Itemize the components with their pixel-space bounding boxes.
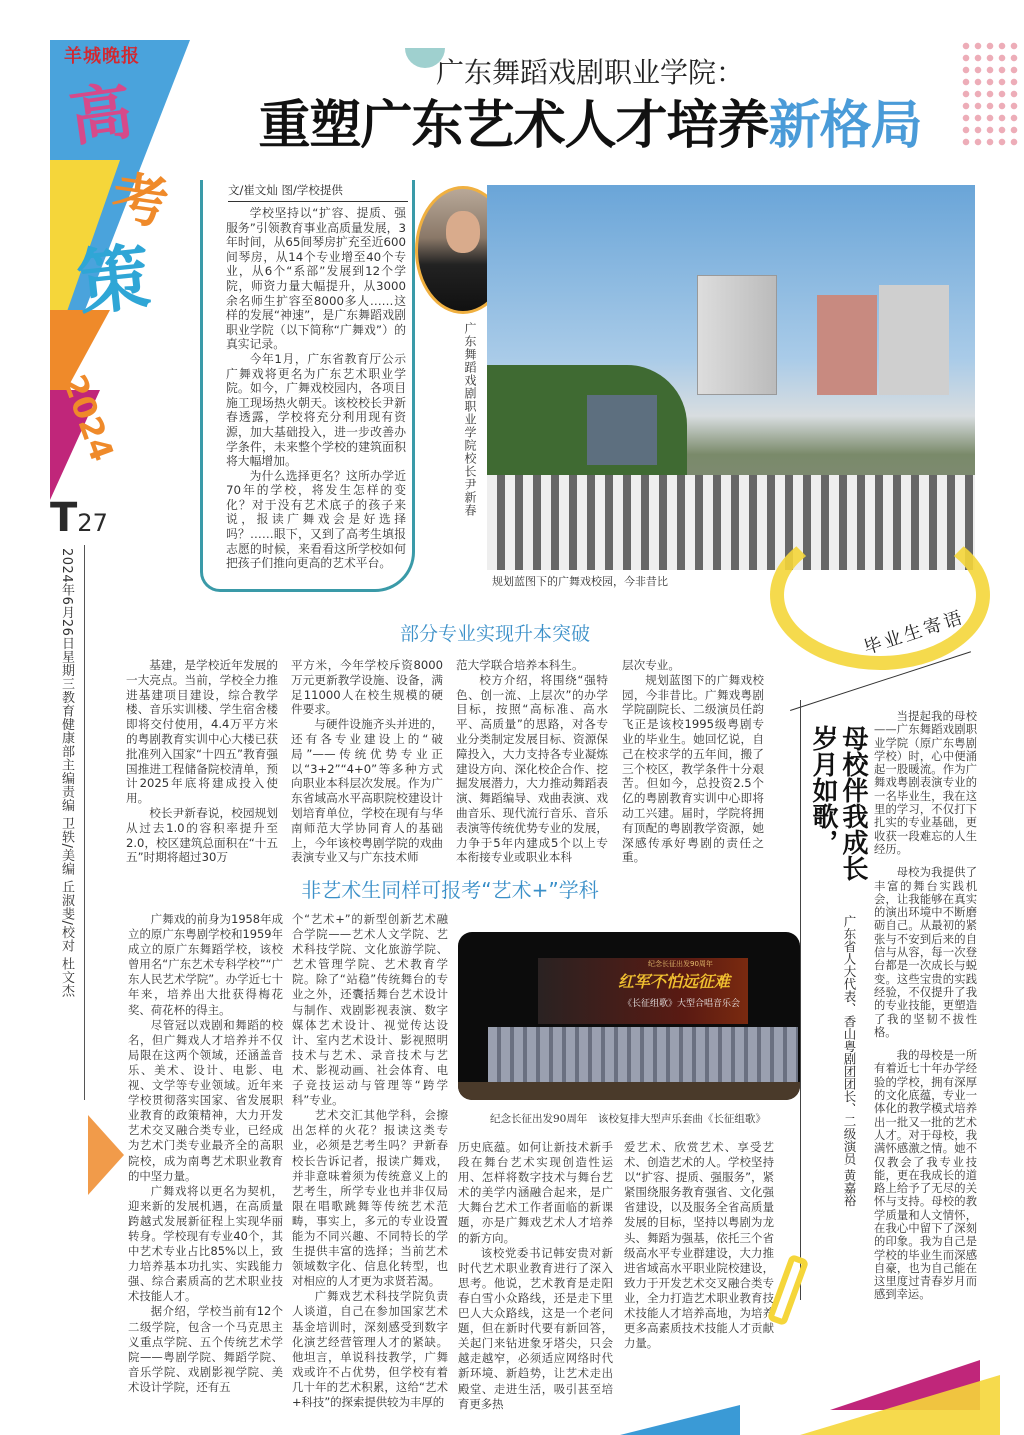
paragraph: 基建，是学校近年发展的一大亮点。当前，学校全力推进基建项目建设，综合教学楼、音乐实训楼、学生宿舍楼即将交付使用，4.4万平方米的粤剧教育实训中心大楼已获批准列入国家“十四五”教育强国推进工程储备院校清单，预计2025年底将建成投入使用。: [126, 658, 278, 806]
paragraph: 爱艺术、欣赏艺术、享受艺术、创造艺术的人。学校坚持以“扩容、提质、强服务”，紧紧围绕服务教育强省、文化强省建设，以及服务全省高质量发展的目标，坚持以粤剧为龙头、舞蹈为强基，依托三个省级高水平专业群建设，大力推进省域高水平职业院校建设，致力于开发艺术交叉融合类专业，全力打造艺术职业教育技术技能人才培养高地，为培养更多高素质技术技能人才贡献力量。: [624, 1140, 774, 1351]
concert-banner-top: 纪念长征出发90周年: [648, 960, 713, 968]
graduate-title: [808, 725, 868, 907]
concert-banner-sub: 《长征组歌》大型合唱音乐会: [623, 999, 741, 1009]
paragraph: 层次专业。: [622, 658, 680, 672]
paragraph: 个“艺术+”的新型创新艺术融合学院——艺术人文学院、艺术科技学院、文化旅游学院、艺术管理学院、艺术教育学院。除了“站稳”传统舞台的专业之外，还囊括舞台艺术设计与制作、戏剧影视表演、数字媒体艺术设计、视觉传达设计、室内艺术设计、影视照明技术与艺术、录音技术与艺术、影视动画、社会体育、电子竞技运动与管理等“跨学科”专业。: [292, 912, 448, 1108]
column-year: 2024: [55, 369, 122, 467]
intro-paragraph: 今年1月，广东省教育厅公示广舞戏将更名为广东艺术职业学院。如今，广舞戏校园内，各项目施工现场热火朝天。该校校长尹新春透露，学校将充分利用现有资源，加大基础投入，进一步改善办学条件，未来整个学校的建筑面积将大幅增加。: [226, 351, 406, 469]
page-letter: T: [50, 495, 78, 541]
campus-photo: [487, 185, 975, 570]
paragraph: 当提起我的母校——广东舞蹈戏剧职业学院（原广东粤剧学校）时，心中便涌起一股暖流。作为广舞戏粤剧表演专业的一名毕业生，我在这里的学习，不仅打下扎实的专业基础，更收获一段难忘的人生经历。: [874, 710, 977, 856]
sidebar-rule: [84, 545, 85, 1100]
byline: 文/崔文灿 图/学校提供: [228, 183, 408, 202]
paragraph: 母校为我提供了丰富的舞台实践机会，让我能够在真实的演出环境中不断磨砺自己。从最初的紧张与不安到后来的自信与从容，每一次登台都是一次成长与蜕变。这些宝贵的实践经验，不仅提升了我的专业技能，更塑造了我的坚韧不拔性格。: [874, 866, 977, 1039]
column-char-3: 策: [73, 233, 155, 326]
paragraph: 校长尹新春说，校园规划从过去1.0的容积率提升至2.0，校区建筑总面积在“十五五”时期将超过30万: [126, 805, 278, 865]
column-char-1: 高: [65, 74, 137, 155]
newspaper-logo: 羊城晚报: [64, 46, 140, 67]
decor-orange-triangle: [88, 1115, 124, 1195]
campus-caption: 规划蓝图下的广舞戏校园，今非昔比: [492, 575, 668, 588]
section2-col-2: [292, 912, 448, 1410]
paragraph: 校方介绍，将围绕“强特色、创一流、上层次”的办学目标，按照“高标准、高水平、高质量”的思路，对各专业分类制定发展目标、资源保障投入，大力支持各专业凝炼建设方向、深化校企合作、挖掘发展潜力，大力推动舞蹈表演、舞蹈编导、戏曲表演、戏曲音乐、现代流行音乐、音乐表演等传统优势专业的发展，力争于5年内建成5个以上专本衔接专业或职业本科: [456, 672, 608, 865]
choir: [488, 1027, 798, 1087]
intro-text: [226, 206, 406, 571]
paragraph: 我的母校是一所有着近七十年办学经验的学校，拥有深厚的文化底蕴，专业一体化的教学模式培养出一批又一批的艺术人才。对于母校，我满怀感激之情。她不仅教会了我专业技能，更在我成长的道路上给予了无尽的关怀与支持。母校的教学质量和人文情怀，在我心中留下了深刻的印象。我为自己是学校的毕业生而深感自豪，也为自己能在这里度过青春岁月而感到幸运。: [874, 1049, 977, 1302]
intro-paragraph: 为什么选择更名？这所办学近70年的学校，将发生怎样的变化？对于没有艺术底子的孩子来说，报读广舞戏会是好选择吗？……眼下，又到了高考生填报志愿的时候，来看看这所学校如何把孩子们推向更高的艺术平台。: [226, 468, 406, 571]
column-banner: [50, 40, 190, 500]
section1-heading: 部分专业实现升本突破: [399, 623, 590, 645]
paragraph: 规划蓝图下的广舞戏校园，今非昔比。广舞戏粤剧学院副院长、二级演员任韵飞正是该校1995级粤剧专业的毕业生。她回忆说，自己在校求学的五年间，搬了三个校区，教学条件十分艰苦。但如今，总投资2.5个亿的粤剧教育实训中心即将动工兴建。届时，学院将拥有顶配的粤剧教学资源，她深感传承好粤剧的责任之重。: [622, 672, 764, 865]
page-credit: 2024年6月26日星期三教育健康部主编责编 卫轶/美编 丘淑斐/校对 杜文杰: [59, 548, 74, 998]
headline-title: [215, 96, 965, 156]
paragraph: 据介绍，学校当前有12个二级学院，包含一个马克思主义重点学院、五个传统艺术学院——粤剧学院、舞蹈学院、音乐学院、戏剧影视学院、美术设计学院，还有五: [128, 1304, 283, 1394]
decor-teal-triangle: [620, 1405, 740, 1435]
graduate-attribution: 广东省人大代表、香山粤剧团团长、二级演员 黄嘉裕: [842, 915, 857, 1207]
headline-accent: 新格局: [768, 95, 922, 156]
headline-main: 重塑广东艺术人才培养: [258, 95, 769, 156]
section1-col-2: [291, 658, 443, 865]
concert-banner-main: 红军不怕远征难: [618, 972, 731, 991]
paragraph: 历史底蕴。如何让新技术新手段在舞台艺术实现创造性运用、怎样将数字技术与舞台艺术的美学内涵融合起来，是广大舞台艺术工作者面临的新课题，亦是广舞戏艺术人才培养的新方向。: [458, 1140, 613, 1245]
graduate-title-line2: 岁月如歌，: [808, 725, 838, 855]
paragraph: 该校党委书记韩安贵对新时代艺术职业教育进行了深入思考。他说，艺术教育是走阳春白雪小众路线，还是走下里巴人大众路线，这是一个老问题，但在新时代要有新回答，关起门来钻进象牙塔尖，只会越走越窄，必须适应网络时代新环境、新趋势，让艺术走出殿堂、走进生活，吸引甚至培育更多热: [458, 1245, 613, 1411]
concert-photo: [458, 932, 800, 1100]
section1-col-4: [622, 658, 764, 865]
paragraph: 广舞戏艺术科技学院负责人谈道，自己在参加国家艺术基金培训时，深刻感受到数字化演艺经营管理人才的紧缺。他坦言，单说科技教学，广舞戏或许不占优势，但学校有着几十年的艺术积累，这给“艺术+科技”的探索提供较为丰厚的: [292, 1289, 448, 1409]
section1-col-1: [126, 658, 278, 865]
section2-heading: 非艺术生同样可报考“艺术+”学科: [301, 878, 599, 902]
paragraph: 艺术交汇其他学科，会擦出怎样的火花？报读这类专业，必须是艺考生吗？尹新春校长告诉记者，报读广舞戏，并非意味着须为传统意义上的艺考生，所学专业也并非仅局限在唱歌跳舞等传统艺术范畴，事实上，多元的专业设置能为不同兴趣、不同特长的学生提供丰富的选择；当前艺术领域数字化、信息化转型，也对相应的人才更为求贤若渴。: [292, 1108, 448, 1289]
paragraph: 平方米，今年学校斥资8000万元更新教学设施、设备，满足11000人在校生规模的硬件要求。: [291, 658, 443, 717]
section1-col-3: [456, 658, 608, 865]
graduate-title-line1: 母校伴我成长: [838, 725, 868, 881]
section2-col-1: [128, 912, 283, 1395]
headline-kicker: 广东舞蹈戏剧职业学院：: [435, 56, 744, 89]
paragraph: 广舞戏将以更名为契机，迎来新的发展机遇，在高质量跨越式发展新征程上实现华丽转身。学校现有专业40个，其中艺术专业占比85%以上，致力培养基本功扎实、实践能力强、综合素质高的艺术职业技术技能人才。: [128, 1183, 283, 1304]
graduate-box: [800, 700, 801, 1300]
paragraph: 范大学联合培养本科生。: [456, 658, 584, 672]
graduate-text: [874, 710, 977, 1302]
section2-col-3: [458, 1140, 613, 1412]
intro-paragraph: 学校坚持以“扩容、提质、强服务”引领教育事业高质量发展，3年时间，从65间琴房扩充至近600间琴房，从14个专业增至40个专业，从6个“系部”发展到12个学院，师资力量大幅提升，从3000余名师生扩容至8000多人……这样的发展“神速”，是广东舞蹈戏剧职业学院（以下简称“广舞戏”）的真实记录。: [226, 206, 406, 352]
page-digits: 27: [77, 509, 108, 537]
portrait-caption: 广东舞蹈戏剧职业学院校长尹新春: [463, 322, 477, 517]
concert-caption: 纪念长征出发90周年 该校复排大型声乐套曲《长征组歌》: [490, 1113, 766, 1125]
page-number: [50, 496, 108, 545]
paragraph: 与硬件设施齐头并进的，还有各专业建设上的“破局”——传统优势专业正以“3+2”“4+0”等多种方式向职业本科层次发展。作为广东省域高水平高职院校建设计划培育单位，学校在现有与华南师范大学协同育人的基础上，今年该校粤剧学院的戏曲表演专业又与广东技术师: [291, 717, 443, 865]
paragraph: 广舞戏的前身为1958年成立的原广东粤剧学校和1959年成立的原广东舞蹈学校，该校曾用名“广东艺术专科学校”“广东人民艺术学院”。办学近七十年来，培养出大批获得梅花奖、荷花杯的得主。: [128, 912, 283, 1017]
paragraph: 尽管冠以戏剧和舞蹈的校名，但广舞戏人才培养并不仅局限在这两个领域，还涵盖音乐、美术、设计、电影、电视、文学等专业领域。近年来学校贯彻落实国家、省发展职业教育的政策精神，大力开发艺术交叉融合类专业，已经成为艺术门类专业最齐全的高职院校，成为南粤艺术职业教育的中坚力量。: [128, 1017, 283, 1183]
decor-dots: [960, 40, 1020, 150]
section2-col-4: [624, 1140, 774, 1351]
decor-triangle-yellow: [800, 1375, 1000, 1435]
graduate-label: 毕业生寄语: [861, 606, 968, 660]
column-char-2: 考: [107, 164, 173, 238]
